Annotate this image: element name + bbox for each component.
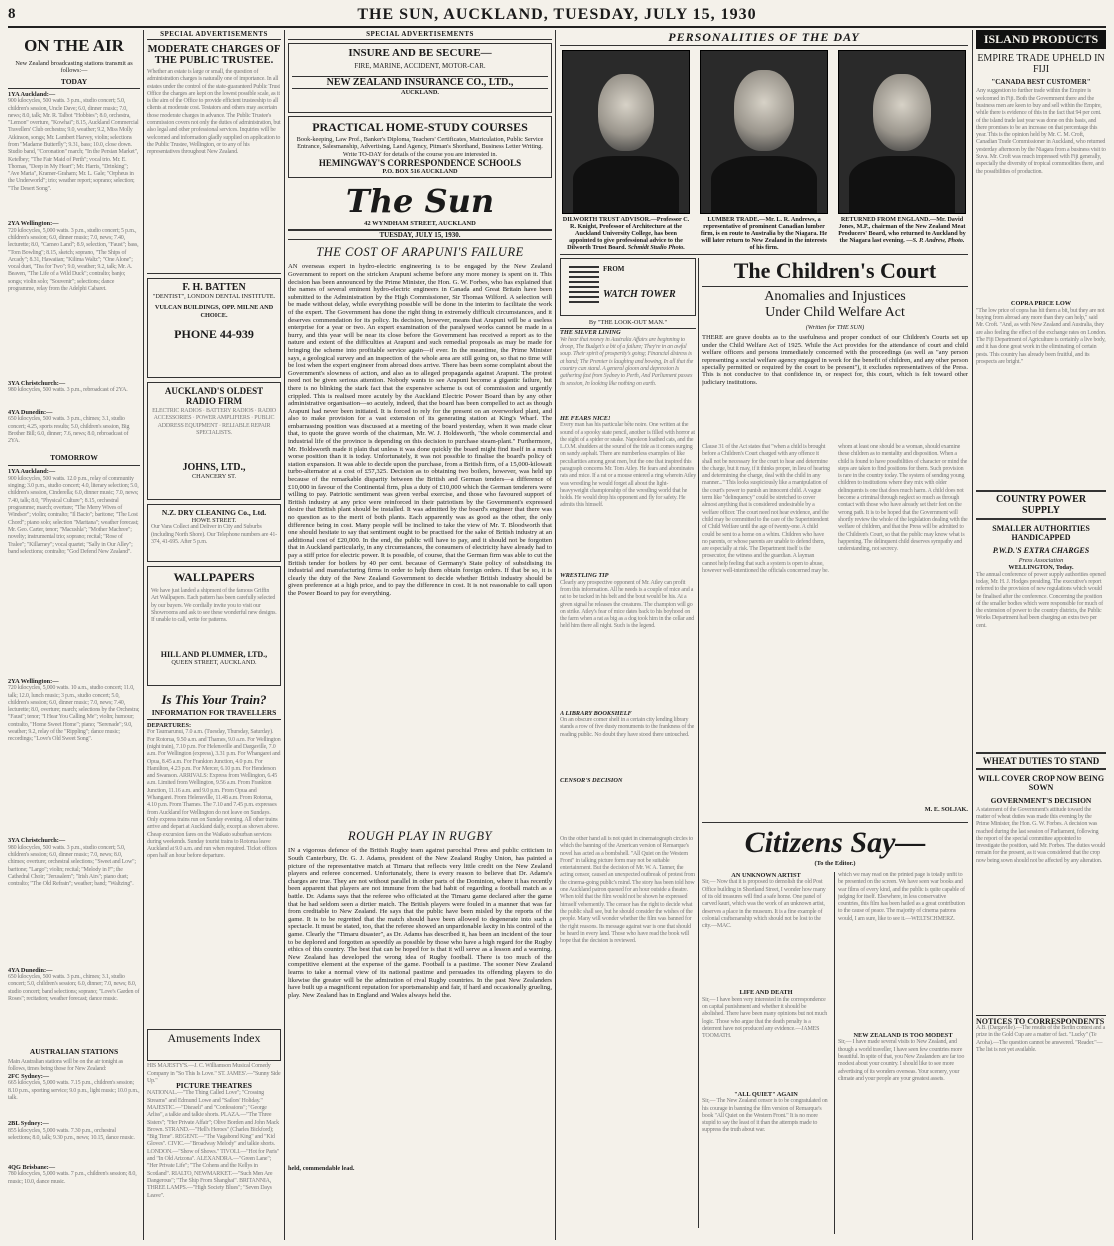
- insurance-title: INSURE AND BE SECURE—: [348, 47, 492, 59]
- island-products-text: Any suggestion to further trade within the Empire is welcomed in Fiji. Both the Government there and the business men are keen to buy and sell within the Empire, while there is evidence of this in the fact that 94 per cent. of the island trade last year was done on this basis, and there promises to be an increase on that percentage this year. This is the opinion held by Mr. C. M. Croft, Canadian Trade Commissioner in Auckland, who returned yesterday afternoon by the Niagara from a business visit to Suva. Mr. Croft was much impressed with Fiji generally, especially the diversity of tropical commodities there, and the possibilities of production.: [976, 88, 1106, 175]
- article-subtitle: Anomalies and Injustices: [702, 286, 968, 305]
- dentist-name: F. H. BATTEN: [182, 282, 246, 293]
- course-text: Book-keeping, Law Prof., Banker's Diploma, Teachers' Certificates, Matriculation, Public Service Entrance, Salesmanship, Advertising, Land Agency, Pitman's Shorthand, Business Letter Writing.: [296, 136, 544, 151]
- watch-tower-verse: We hear that money in Australia Affairs are beginning to droop, The Budget's a bit of a failure; They're in an awful soup. Their spirit of prosperity's going; Financial distress is at hand; The Premier is laughing and bowing, In all that the country can stand. A general gloom and depression Is gathering fast from Sydney to Perth, And Parliament passes its session, In looking like nothing on earth.: [560, 336, 694, 387]
- article-signature: M. E. SOLJAK.: [924, 806, 968, 813]
- childrens-court-article: [702, 258, 968, 818]
- dry-cleaning-name: N.Z. DRY CLEANING Co., Ltd.: [161, 508, 267, 517]
- editorial-body: AN overseas expert in hydro-electric engineering is to be engaged by the New Zealand Government to report on the stricken Arapuni scheme before any more money is spent on it. This decision has been announced by the Prime Minister, the Hon. G. W. Forbes, who has explained that the names of several eminent hydro-electric engineers in Canada and Great Britain have been submitted to the Administration by the High Commissioner, Sir Thomas Wilford. A selection will be made without delay, while everything possible will be done in the interim to facilitate the work of the expert. The Government has done the right thing in extremely difficult circumstances, and it deserves commendation for its policy. Its decision, however, means that Arapuni will be a useless enterprise for a year or two. An expert examination of the paralysed works cannot be made in a hurry, and this year will be near its close before the Government has received a report as to the nature and extent of the difficulties at Arapuni and such remedial proposals as may be made for bringing the scheme into profitable service again—if ever. In the meantime, the Prime Minister says, a geological survey and an inspection of the whole area are still going on, so that no time will be lost when the expert engineer from abroad does arrive. There has been some complaint about the Government's slowness of action, and also as to alleged propaganda against Arapuni. The protest need not be given serious attention. Nobody wants to see Arapuni become a gigantic failure, but there is no blinking the stark fact that the expensive scheme is out of commission and urgently crippled. This is realised more acutely by the Auckland Electric Power Board than by any other administrative organisation—so acutely, indeed, that the board has been compelled to act as though Arapuni had never been initiated. It is forced to rely for the present on an overworked plant, and also to make provision for a vast extension of its generating station at King's Wharf. The embarrassing position was discussed at a meeting of the board yesterday, when it was made clear that, to quote the grave words of the chairman, Mr. W. J. Holdsworth, "the whole commercial and industrial life of the province is depending on this decision to purchase steam-plant." Furthermore, Mr. Holdsworth made it plain that unless it was done quickly the board might find itself in a much worse position than it is today. Unfortunately, it was not possible to finalise the board's policy of station expansion. It was able to decide upon the purchase, from a British firm, of a 15,000-kilowatt turbo-alternator at a cost of £57,325. Decision as to obtaining two boilers, however, was held up because of the remarkable disparity between the British and German tenders—a difference of £10,000 in favour of the Continental firm, plus a duty of £10,000 which the German tenderers were willing to pay. Patriotic sentiment was given verbal exercise, and those who favoured support of British industry at any price were reinforced in their patriotism by the Government's expressed desire that British plant should be installed. It was admitted by the board's engineer that there was no question as to the merit of both plants. Each apparently was as good as the other, the only difference being in cost. Many people will be inclined to take the view of Mr. T. Bloodworth that one should hesitate to say that sentiment ought to be practised for the sake of British industry at an additional cost of £20,000. In the end, the public will have to pay, and it should not be forgotten that in Auckland particularly, in any circumstances, the consumers of electricity have already had to pay a stiff price for electric power. It is possible, of course, that the German firm was able to cut the British tender for boilers by 40 per cent. because of Germany's State policy of subsidising its industrial and manufacturing firms in order to help them obtain foreign orders. If that be so, it is clearly the duty of the New Zealand Government to decide whether British industry should be given preference at a high price, and to pay the difference in cost. It is not reasonable to call upon the Power Board to pay for everything.: [288, 263, 552, 597]
- right-news-column: [976, 30, 1106, 1240]
- watch-tower-subhead: A LIBRARY BOOKSHELF: [560, 709, 632, 717]
- special-ads-column: [147, 30, 281, 1240]
- watch-tower-subhead: WRESTLING TIP: [560, 572, 609, 580]
- letter-text: Sir,— Now that it is proposed to demolish the old Post Office building in Shortland Street, I wonder how many of its old treasures will find a safe home. One panel of carved kauri, which was the work of an unknown artist, deserves a place in the museum. It is a fine example of colonial craftsmanship which should not be lost to the city.—MAC.: [702, 879, 826, 930]
- course-write: Write TO-DAY for details of the course you are interested in.: [342, 150, 498, 158]
- column-rule: [555, 30, 556, 1240]
- letter-text: Sir,— I have been very interested in the correspondence on capital punishment and whether it should be abolished. There have been many opinions but not much logic. Those who argue that the death penalty is a deterrent have not produced any evidence.—JAMES TOOMATH.: [702, 996, 828, 1040]
- station-label: 4YA Dunedin:—: [8, 966, 53, 974]
- course-ad: [288, 116, 552, 178]
- dentist-address: VULCAN BUILDINGS, OPP. MILNE AND CHOICE.: [154, 304, 274, 319]
- column-rule: [284, 30, 285, 1240]
- caption-text: DILWORTH TRUST ADVISOR.—Professor C. R. Knight, Professor of Architecture at the Auckland University College, has been appointed to give professional advice to the Dilworth Trust Board.: [562, 216, 690, 251]
- portrait-photo: [838, 50, 966, 214]
- power-supply-sub: SMALLER AUTHORITIES HANDICAPPED: [992, 523, 1090, 542]
- article-title: The Children's Court: [733, 258, 937, 283]
- watch-tower-text: Clearly any prospective opponent of Mr. Atley can profit from this information. All he needs is a couple of mice and a rat to be tucked in his belt and the bout would be his. At a given signal he releases the creatures. The champion will go on strike. Atley's fear of mice dates back to his boyhood on the farm when a rat as big as a dog took him in the cellar and held him there all night. Such is the legend.: [560, 579, 695, 630]
- article-credit: (Written for THE SUN): [805, 324, 865, 331]
- station-listing: 720 kilocycles, 5,000 watts. 3 p.m., studio concert; 5 p.m., children's session; 6.0, dinner music; 7.0, news; 7.40, lecturette; 8.0, "Cameo Land"; 8.9, selection, "Faust"; bass, "Tom Bowling"; 8.15, sketch; soprano, "The Ships of Arcady"; 8.31, Hawaiian; "Kilima Waltz"; "One Alone"; vocal duet, "Tea for Two"; 9.0, weather; 9.2, talk; Mr. A. Beaven, "The Life of a Wild Duck"; contralto; banjo; songs; violin solo; "Souvenir"; selections; dance programme, relay from the Adelphi Cabaret.: [8, 227, 139, 292]
- watch-tower-text: Every man has his particular bête noire. One written at the sound of a spooky state pencil, another is filled with horror at the sight of a spider or snake. Napoleon loathed cats, and the L.O.M. shudders at the sound of the tide as it comes surging on sandy asphalt. There are numberless examples of like peculiarities among great men, but the one that inspired this paragraph concerns Mr. Tom Atley. He fears and abominates rats and mice. If a rat or a mouse entered a ring wherein Atley was wrestling he would forget all about the light-heavyweight championship of the wrestling world that he holds. He would drop his opponent and fly for safety. He admits this himself.: [560, 422, 696, 509]
- personalities-section: [560, 30, 968, 252]
- station-label: 2YA Wellington:—: [8, 220, 59, 228]
- insurance-city: AUCKLAND.: [401, 89, 439, 97]
- radio-firm-list: ELECTRIC RADIOS · BATTERY RADIOS · RADIO ACCESSORIES · POWER AMPLIFIERS · PUBLIC ADDRESS EQUIPMENT · RELIABLE REPAIR SPECIALISTS.: [152, 408, 276, 436]
- insurance-ad: [288, 43, 552, 113]
- editorial-heading: ROUGH PLAY IN RUGBY: [348, 829, 492, 844]
- station-label: 1YA Auckland:—: [8, 468, 56, 476]
- station-listing: 650 kilocycles, 500 watts. 3 p.m., chimes; 3.1, studio concert; 4.25, sports results; 5.0, children's session, Big Brother Bill; 6.0, dinner; 7.6, news; 8.0, rebroadcast of 2YA.: [8, 416, 130, 445]
- press-association: Press Association: [1018, 556, 1064, 564]
- watch-tower-column: [560, 258, 696, 834]
- photo-caption: [838, 216, 966, 252]
- letter-heading: LIFE AND DEATH: [739, 989, 793, 997]
- watch-tower-byline: By "THE LOOK-OUT MAN.": [588, 319, 668, 326]
- watch-tower-logo: [560, 258, 696, 316]
- photo-credit: —S. P. Andrew, Photo.: [906, 237, 965, 244]
- public-trustee-ad-title: MODERATE CHARGES OF THE PUBLIC TRUSTEE.: [147, 44, 281, 66]
- wallpapers-title: WALLPAPERS: [173, 570, 255, 584]
- on-the-air-title: ON THE AIR: [24, 36, 124, 55]
- tower-icon: [569, 263, 599, 303]
- public-trustee-ad-body: Whether an estate is large or small, the question of administration charges is naturally one of importance. In all estates under the control of the state-guaranteed Public Trust Office the charges are kept on the lowest possible scale, as it is the aim of the Office to provide efficient trusteeship to all clients at moderate cost. Testators and others may ascertain those moderate charges in advance. The Public Trustee's commission covers not only the duties of administration, but also legal and other professional services. Inquiries will be welcomed and information gladly supplied on application to the Public Trustee, Wellington, or to any of his representatives throughout New Zealand.: [147, 69, 281, 156]
- tomorrow-heading: TOMORROW: [50, 453, 98, 463]
- dry-cleaning-address: HOWE STREET.: [191, 517, 237, 524]
- section-heading: SPECIAL ADVERTISEMENTS: [288, 30, 552, 40]
- dateline: WELLINGTON, Today.: [1008, 564, 1074, 572]
- radio-firm-ad: [147, 382, 281, 500]
- letters-column-1: [702, 872, 830, 1238]
- train-subtitle: INFORMATION FOR TRAVELLERS: [147, 708, 281, 720]
- course-school: HEMINGWAY'S CORRESPONDENCE SCHOOLS: [318, 158, 522, 169]
- station-label: 4YA Dunedin:—: [8, 409, 53, 417]
- station-listing: 980 kilocycles, 500 watts. 3 p.m., rebroadcast of 2YA.: [8, 387, 128, 394]
- radio-firm-name: JOHNS, LTD.,: [182, 462, 246, 473]
- wallpapers-address: QUEEN STREET, AUCKLAND.: [171, 659, 257, 666]
- paper-date: TUESDAY, JULY 15, 1930.: [288, 229, 552, 240]
- logo-top: FROM: [603, 265, 625, 273]
- station-listing: 650 kilocycles, 500 watts. 3 p.m., chimes; 3.1, studio concert; 5.0, children's session; 6.0, dinner; 7.0, news; 8.0, studio concert; band selections; soprano; "Love's Garden of Roses"; recitation; weather forecast; dance music.: [8, 974, 140, 1002]
- amusements-box: [147, 1029, 281, 1061]
- on-the-air-column: [8, 30, 140, 1240]
- station-listing: 855 kilocycles, 5,000 watts. 7.30 p.m., orchestral selections; 8.0, talk; 9.30 p.m., news; 10.15, dance music.: [8, 1127, 135, 1142]
- island-products-sub: EMPIRE TRADE UPHELD IN FIJI: [977, 53, 1105, 75]
- station-listing: 665 kilocycles, 5,000 watts. 7.15 p.m., children's session; 8.10 p.m., sporting service; 9.0 p.m., light music; 10.0 p.m., talk.: [8, 1080, 140, 1102]
- citizens-title: Citizens Say—: [744, 826, 926, 859]
- amusements-text: HIS MAJESTY'S.—J. C. Williamson Musical Comedy Company in "So This Is Love." ST. JAMES'.—"Sunny Side Up.": [147, 1063, 281, 1084]
- wallpapers-body: We have just landed a shipment of the famous Griffin Art Wallpapers. Each pattern has been carefully selected by our buyers. We cordially invite you to visit our Showrooms and ask to see these wonderful new designs. If unable to call, write for patterns.: [151, 588, 277, 624]
- citizens-say-section: [702, 826, 968, 1238]
- paper-name: The Sun: [345, 182, 495, 220]
- article-column-2: whom at least one should be a woman, should examine these children as to mentality and disposition. When a child is found to have possibilities of character or mind the steps are taken to find positions for them. Such provision is rare in the country today. The system of sending young children to institutions where they mix with older delinquents is one that does much harm. A child does not become a criminal through neglect so much as through contact with those who have already set their feet on the wrong path. It is to be hoped that the Government will shortly review the whole of the legislation dealing with the welfare of children, and that the Press will be admitted to the Children's Court, so that the public may know what is happening. The delinquent child deserves sympathy and understanding, not secrecy.: [838, 444, 968, 553]
- australian-stations-heading: AUSTRALIAN STATIONS: [29, 1047, 119, 1057]
- article-subtitle: Under Child Welfare Act: [765, 305, 905, 320]
- watch-tower-subhead: CENSOR'S DECISION: [560, 777, 623, 785]
- portrait-photo: [700, 50, 828, 214]
- portrait-photo: [562, 50, 690, 214]
- editorial-body: IN a vigorous defence of the British Rugby team against parochial Press and public criticism in South Canterbury, Dr. G. J. Adams, president of the New Zealand Rugby Union, has painted a picture of the representative match at Timaru that reflects very little credit on the New Zealand players and referee concerned. Unfortunately, there is every reason to believe that Dr. Adams's charges are true. They are not without parallel in other parts of the Dominion, where it has recently been apparent that players are not immune from the bad habit of regarding a football match as a battle. Dr. Adams says that the referee who officiated at the Timaru game declared after the game that he had seldom seen a dirtier match. The British players were fouled in a manner that was far from creditable to New Zealand. He says that the public have been misled by the reports of the game. It is to be regretted that the match should have been allowed to degenerate into such a spectacle. It must be stated, too, that the referee showed an unpardonable laxity in his control of the game. Clearly the "Timaru disaster", as Dr. Adams has described it, has been an incident of the tour to be deplored and forgotten as speedily as possible by those who have a high regard for the Rugby ethics of this country. The best that can be hoped for is that it will serve as a lesson and a warning. New Zealand has developed the wrong idea of Rugby football. There is too much of the competitive element at the expense of the game. Football is a pastime. The sooner New Zealand learns to take a normal view of its national pastime and persuades its offending players to do likewise the greater will be the admiration of rival Rugby countries. In the past New Zealanders have built up a magnificent reputation for sportsmanship and fair, if hard and occasionally grueling, play. New Zealand has in England and Wales always held the.: [288, 847, 552, 999]
- station-label: 3YA Christchurch:—: [8, 379, 66, 387]
- station-label: 2BL Sydney:—: [8, 1120, 49, 1128]
- letter-heading: NEW ZEALAND IS TOO MODEST: [853, 1032, 953, 1039]
- train-title: Is This Your Train?: [161, 692, 267, 707]
- page-header: [8, 6, 1106, 28]
- course-address: P.O. BOX 516 AUCKLAND: [382, 168, 458, 176]
- watch-tower-text: On an obscure corner shelf in a certain city lending library stands a row of five dusty monuments to the frankness of the reading public. No doubt they have stood there untouched.: [560, 717, 695, 738]
- picture-theatres-list: NATIONAL.—"The Thing Called Love"; "Crossing Streams" and Edmund Lowe and "Sailors' Holiday." MAJESTIC.—"Disraeli" and "Confessions"; "George Arliss", a talkie and talkie shorts. PLAZA.—"The Three Sisters"; "Her Private Affair"; Olive Borden and John Mack Brown. STRAND.—"Hell's Heroes" (Charles Bickford); "Big Time". REGENT.—"The Vagabond King" and "Kid Gloves". CIVIC.—"Broadway Melody" and talkie shorts. LONDON.—"Show of Shows." TIVOLI.—"Hot for Paris" and "In Old Arizona". ALEXANDRA.—"Green Lane"; "Her Private Life"; "The Cohens and the Kellys in Scotland". RIALTO, NEWMARKET.—"Such Men Are Dangerous"; "The Ship From Shanghai". BRITANNIA, THREE LAMPS.—"High Society Blues"; "Seven Days Leave".: [147, 1090, 280, 1199]
- notices-heading: NOTICES TO CORRESPONDENTS: [976, 1016, 1105, 1026]
- photo-caption: LUMBER TRADE.—Mr. L. R. Andrews, a representative of prominent Canadian lumber firm, is en route to Australia by the Niagara. He will later return to New Zealand in the interests of his firm.: [700, 216, 828, 251]
- letter-heading: "ALL QUIET" AGAIN: [734, 1090, 798, 1098]
- radio-firm-address: CHANCERY ST.: [191, 473, 237, 480]
- letter-text: Sir,— I have made several visits to New Zealand, and though a world traveller, I have seen few countries more beautiful. In spite of that, you New Zealanders are far too modest about your country. I should like to see more advertising of its wonders overseas. Your scenery, your climate and your people are your greatest assets.: [838, 1039, 965, 1082]
- radio-firm-title: AUCKLAND'S OLDEST RADIO FIRM: [164, 386, 264, 406]
- dentist-phone: PHONE 44-939: [174, 327, 254, 342]
- divider: [702, 822, 968, 823]
- wheat-duties-sub: WILL COVER CROP NOW BEING SOWN: [977, 773, 1105, 792]
- column-rule: [834, 872, 835, 1234]
- power-supply-title: COUNTRY POWER SUPPLY: [976, 490, 1106, 520]
- editorial-column: [288, 30, 552, 1240]
- watch-tower-text: On the other hand all is not quiet in cinematograph circles to which the banning of the American version of Remarque's novel has acted as a bombshell. "All Quiet on the Western Front" in talking picture form may not be suitable entertainment. But the decision of Mr. W. A. Tanner, the acting censor, caused an unexpected outbreak of protest from the cinema-going public's mind. The story has been told how one Auckland patron queued for an hour outside a theatre. When told that the film would not be shown he expressed himself vehemently. The censor has the right to decide what the public shall see, but he should consider the wishes of the people. Many will wonder whether the film was banned for the right reasons. Its message against war is one that should be heard in every land. Those who have read the book will hope that the decision is reviewed.: [560, 836, 695, 945]
- article-column-1: Clause 31 of the Act states that "when a child is brought before a Children's Court charged with any offence it shall not be necessary for the court to hear and determine the charge, but it may, if it thinks proper, in lieu of hearing and determining the charge, deal with the child in any manner..." This looks suspiciously like a manipulation of the court's power to punish an innocent child. A vague term like "delinquency" could be stretched to cover almost anything that is considered undesirable by a welfare officer. The court need not hear evidence, and the child may be committed to the care of the Superintendent of Child Welfare until the age of twenty-one. A child could be sent to a home on a whim. Children who have no parents, or whose parents are unable to defend them, are especially at risk. The Department itself is the prosecutor, the witness and the guardian. A layman cannot help feeling that such a system is open to abuse, however well-intentioned the officials concerned may be.: [702, 444, 830, 575]
- paper-address: 42 WYNDHAM STREET, AUCKLAND: [364, 220, 476, 227]
- station-listing: 900 kilocycles, 500 watts. 3 p.m., studio concert; 5.0, children's session, Uncle Dave; 6.0, dinner music; 7.0, news; 8.0, talk; Mr. R. Talbot "Hobbies"; 8.0, orchestra, "Lemon" overture, "Kowhai"; 8.15, Auckland Commercial Travellers' Club orchestra; 9.0, weather; 9.2, Miss Molly Atkinson, songs; Mr. Lambert Harvey, violin; selections from "Madame Butterfly"; 9.31, bass; 10.0, close down. Studio band, "Coronation" march; "In the Persian Market", Ketelbey; "The Fair Maid of Perth"; vocal trio. Mr. E. Thomas, "Deep in My Heart"; Mr. Harris, "Drinking"; "Ave Maria", Kramer-Graham; Mr. L. Gale; "Orpheus in the Underworld"; trio; weather report; soprano; selection; "The Desert Song".: [8, 98, 139, 192]
- copra-text: "The low price of copra has hit them a bit, but they are not buying from abroad any more than they can help," said Mr. Croft. "And, as with New Zealand and Australia, they are also feeling the effect of the exchange rates on London. The Fiji Department of Agriculture is certainly a live body, and it has done great work in the eliminating of certain pests. This country has already been fruitful, and its prospects are bright.": [976, 307, 1106, 365]
- wheat-duties-title: WHEAT DUTIES TO STAND: [976, 752, 1106, 770]
- station-listing: 780 kilocycles, 5,000 watts. 7 p.m., children's session; 8.0, music; 10.0, dance music.: [8, 1171, 137, 1185]
- citizens-editor: (To the Editor.): [814, 860, 856, 867]
- watch-tower-subhead: THE SILVER LINING: [560, 328, 696, 336]
- station-label: 2YA Wellington:—: [8, 677, 59, 685]
- sun-masthead: [288, 182, 552, 220]
- station-label: 3YA Christchurch:—: [8, 837, 66, 845]
- dry-cleaning-ad: [147, 504, 281, 562]
- article-lead: THERE are grave doubts as to the usefulness and proper conduct of our Children's Courts set up under the Child Welfare Act of 1925. While the Act provides for the attendance of court and child welfare officers and persons immediately concerned with the proceedings (as well as "any person representing a social welfare agency engaged in work for the benefit of children, and any other person specially permitted or required by the court to be present"), it excludes representatives of the Press. This is not conducive to that confidence in, or respect for, this court, which is felt toward other judiciary institutions.: [702, 334, 968, 386]
- station-listing: 980 kilocycles, 500 watts. 3 p.m., studio concert; 5.0, children's session; 6.0, dinner music; 7.0, news; 8.0, chimes; overture; orchestral selections; "Sweet and Low"; baritone; "Largo"; violin; recital; "Melody in F"; the Cathedral Choir; "Jerusalem"; "Irish Airs"; piano duet; contralto; "The Old Refrain"; weather; band; "Waltzing".: [8, 844, 136, 888]
- masthead: THE SUN, AUCKLAND, TUESDAY, JULY 15, 1930: [357, 6, 757, 23]
- island-products-quote: "CANADA BEST CUSTOMER": [991, 78, 1091, 86]
- copra-heading: COPRA PRICE LOW: [1010, 300, 1072, 308]
- watch-tower-subhead: HE FEARS NICE!: [560, 414, 611, 422]
- dentist-sub: "DENTIST", LONDON DENTAL INSTITUTE.: [152, 293, 276, 300]
- dry-cleaning-body: Our Vans Collect and Deliver in City and Suburbs (including North Shore). Our Telephone numbers are 41-374, 41-695. After 5 p.m.: [151, 524, 277, 545]
- course-title: PRACTICAL HOME-STUDY COURSES: [312, 120, 528, 134]
- editorial-heading: THE COST OF ARAPUNI'S FAILURE: [316, 245, 524, 260]
- station-listing: Main Australian stations will be on the air tonight as follows, times being those for New Zealand:: [8, 1059, 124, 1073]
- photo-caption: [562, 216, 690, 252]
- caption-text: RETURNED FROM ENGLAND.—Mr. David Jones, M.P., chairman of the New Zealand Meat Producers' Board, who returned to Auckland by the Niagara last evening.: [838, 216, 966, 244]
- power-supply-sub2: P.W.D.'S EXTRA CHARGES: [992, 545, 1090, 555]
- train-timetable: For Taumarunui, 7.0 a.m. (Tuesday, Thursday, Saturday). For Rotorua, 9.50 a.m. and Thames, 9.0 a.m. For Wellington (night train), 7.10 p.m. For Helensville and Dargaville, 7.0 a.m. For Wellington (express), 3.31 p.m. For Whangarei and Opua, 8.45 a.m. For Frankton Junction, 4.0 p.m. For Hamilton, 4.23 p.m. For Mercer, 6.10 p.m. For Henderson and Swanson. ARRIVALS: Express from Wellington, 6.45 a.m. Limited from Wellington, 9.56 a.m. From Frankton Junction, 11.16 a.m. and 9.0 p.m. From Opua and Whangarei. From Helensville, 11.48 a.m. From Rotorua, 4.10 p.m. From Thames. The 7.10 and 7.45 p.m. expresses from Auckland for Wellington do not leave on Sundays. Only express trains run on Sunday evening. All other trains arrive and depart at Auckland daily, except as shown above. Cheap excursion fares on the Waikato suburban services during weekends. Sunday tourist trains to Rotorua leave Auckland at 9.0 a.m. and run when required. Ticket offices open half an hour before departure.: [147, 729, 281, 860]
- amusements-title: Amusements Index: [167, 1031, 261, 1046]
- on-the-air-intro: New Zealand broadcasting stations transmit as follows:—: [15, 60, 133, 75]
- logo-bottom: WATCH TOWER: [603, 289, 676, 300]
- page-number: 8: [8, 6, 16, 22]
- dentist-ad: [147, 278, 281, 378]
- letter-text: Sir,— The New Zealand censor is to be congratulated on his courage in banning the film version of Remarque's book "All Quiet on the Western Front." It is no more stupid to say the least of it than the attempts made to suppress the truth about war.: [702, 1098, 828, 1134]
- editorial-last-line: held, commendable lead.: [288, 1165, 355, 1173]
- section-heading: SPECIAL ADVERTISEMENTS: [147, 30, 281, 40]
- station-label: 1YA Auckland:—: [8, 90, 56, 98]
- wheat-duties-sub2: GOVERNMENT'S DECISION: [990, 795, 1092, 805]
- picture-theatres-heading: PICTURE THEATRES: [176, 1081, 252, 1091]
- wheat-duties-text: A statement of the Government's attitude toward the matter of wheat duties was made this evening by the Prime Minister, the Hon. G. W. Forbes. A decision was reached during the last session of Parliament, following the report of the special committee appointed to investigate the position, said Mr. Forbes. The duties would remain for the present, as it was considered that the crop now being sown should not be affected by any alteration.: [976, 806, 1105, 864]
- letter-text: which we may read on the printed page is totally unfit to be presented on the screen. We have seen war books and war films of every kind, and the public is quite capable of judging for itself. Elsewhere, in less conservative countries, this film has been hailed as a great contribution to the cause of peace. The majority of cinema patrons would, I am sure, like to see it.—WELTSCHMERZ.: [838, 872, 965, 922]
- wallpapers-firm: HILL AND PLUMMER, LTD.,: [160, 650, 268, 659]
- station-listing: 720 kilocycles, 5,000 watts. 10 a.m., studio concert; 11.0, talk; 12.0, lunch music; 3 p.m., studio concert; 5.0, children's session; 6.0, dinner music; 7.0, news; 7.40, lecturette; 8.0, overture; march; selections by the Orchestra; "Faust"; tenor; "I Hear You Calling Me"; violin; humour; contralto, "Home Sweet Home"; piano; "Serenade"; 9.0, weather; 9.2, relay of the "Rippling"; dance music; recordings; "Love's Old Sweet Song".: [8, 685, 140, 743]
- column-rule: [698, 258, 699, 1228]
- power-supply-text: The annual conference of power supply authorities opened today, Mr. H. J. Hodges presiding. The executive's report referred to the provision of new regulations which would be finalised after the conference. Concerning the position of the smaller bodies which were responsible for much of the extension of power to the country districts, the Public Works Department had been charging an extra two per cent.: [976, 571, 1106, 629]
- divider: [560, 254, 968, 255]
- island-products-title: ISLAND PRODUCTS: [976, 30, 1106, 49]
- insurance-sub: FIRE, MARINE, ACCIDENT, MOTOR-CAR.: [354, 62, 486, 70]
- letters-column-2: [838, 872, 968, 1238]
- photo-credit: Schmidt Studio Photo.: [627, 244, 685, 251]
- station-listing: 900 kilocycles, 500 watts. 12.0 p.m., relay of community singing; 3.0 p.m., studio concert; 4.0, literary selection; 5.0, children's session, Cinderella; 6.0, dinner music; 7.0, news; 7.40, talk; 8.0, "Physical Culture"; 8.15, orchestral programme; march; overture; "The Merry Wives of Windsor"; violin; contralto; "Il Bacio"; baritone; "The Lost Chord"; piano solo; selection "Maritana"; weather forecast; Mr. Geo. Carter, tenor; "Macushla"; "Mother Machree"; novelty; instrumental trio; soprano; recital; "Rose of Tralee"; "Killarney"; vocal quartet; "Sally in Our Alley"; band selections; contralto; "God Defend New Zealand".: [8, 475, 139, 555]
- wallpapers-ad: [147, 566, 281, 686]
- notices-text: A.B. (Dargaville).—The results of the Berlin contest and a prize in the Gold Cup are a matter of fact. "Lucky" (Te Aroha).—The question cannot be answered. "Reader."—The list is not yet available.: [976, 1025, 1106, 1053]
- station-label: 2FC Sydney:—: [8, 1073, 50, 1081]
- insurance-company: NEW ZEALAND INSURANCE CO., LTD.,: [292, 76, 548, 89]
- station-label: 4QG Brisbane:—: [8, 1163, 56, 1171]
- personalities-title: PERSONALITIES OF THE DAY: [560, 30, 968, 46]
- column-rule: [972, 30, 973, 1240]
- letter-heading: AN UNKNOWN ARTIST: [731, 872, 801, 879]
- departures-label: DEPARTURES:: [147, 722, 192, 729]
- today-heading: TODAY: [60, 76, 88, 86]
- column-rule: [143, 30, 144, 1240]
